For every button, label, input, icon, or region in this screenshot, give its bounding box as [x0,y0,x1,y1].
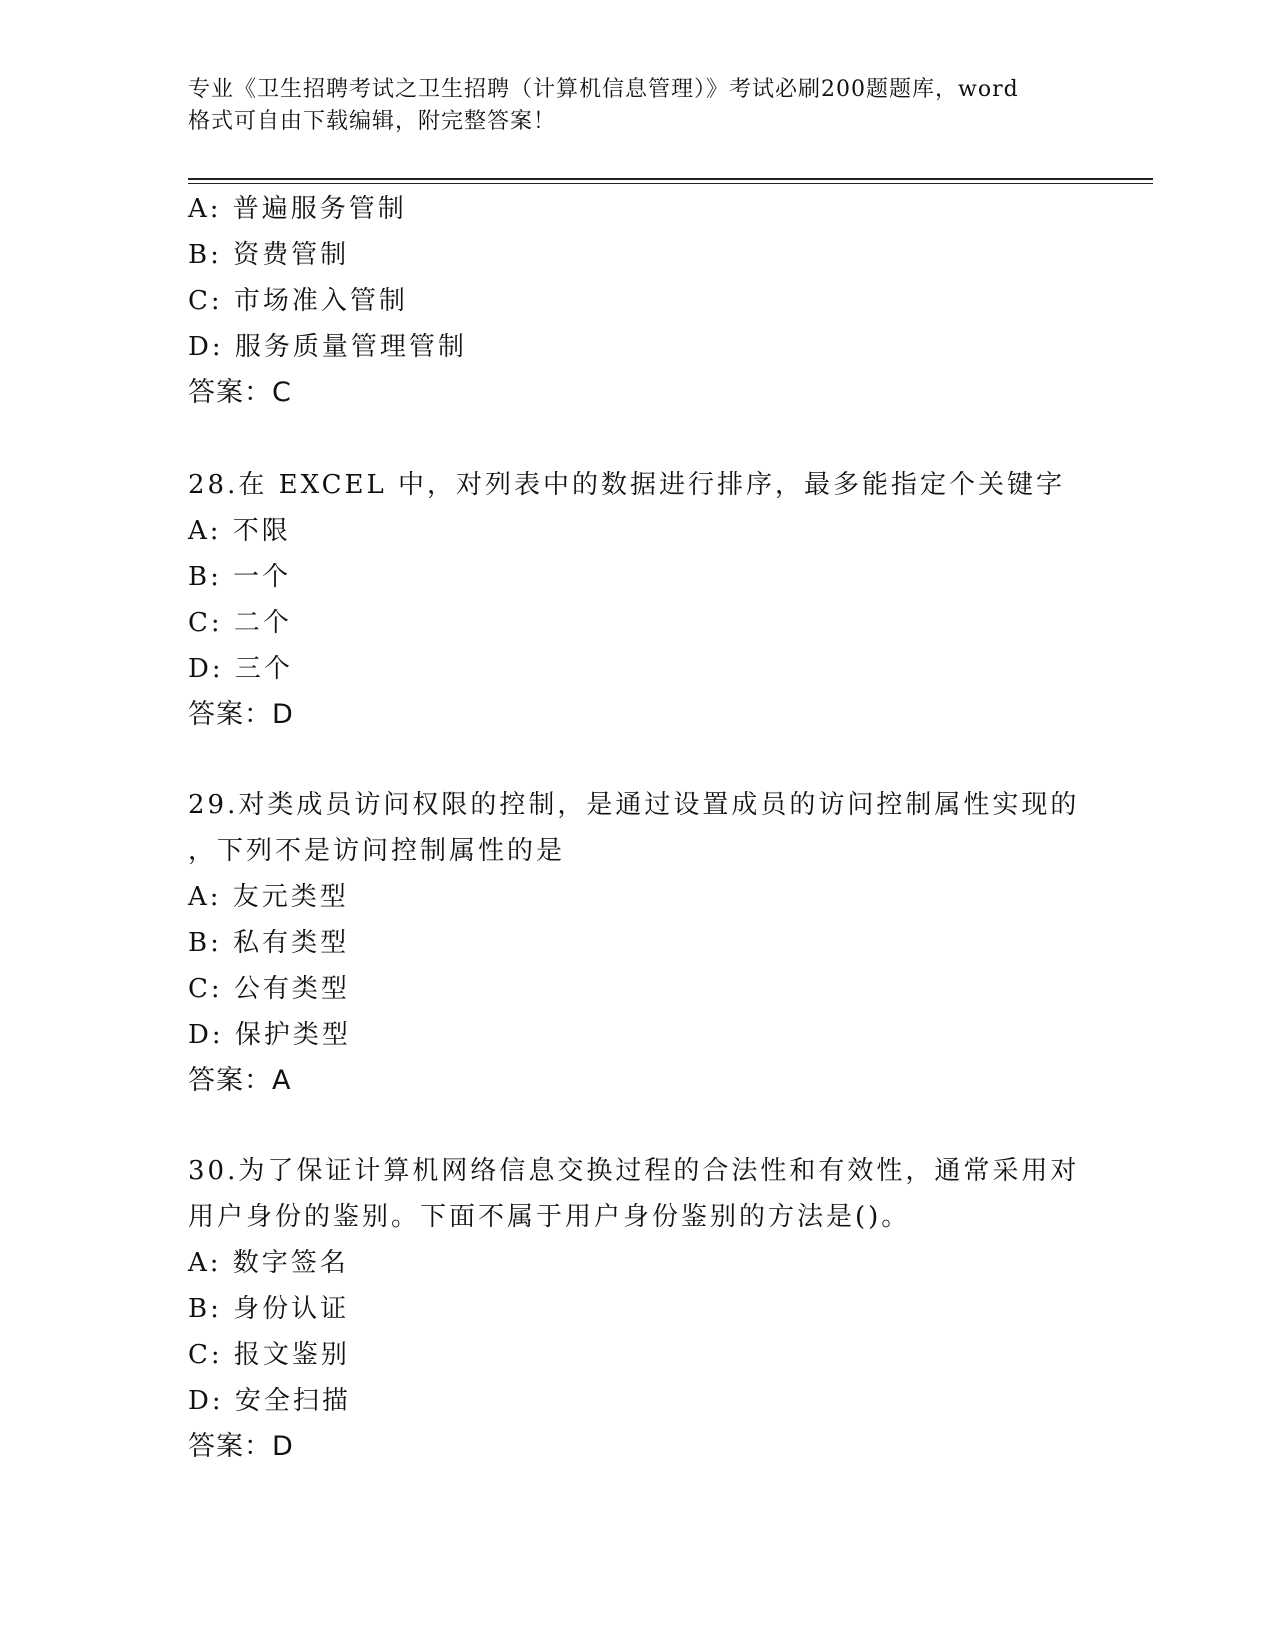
question-text-line-2: 用户身份的鉴别。下面不属于用户身份鉴别的方法是()。 [188,1202,911,1232]
header-divider-thick [188,178,1153,180]
question-28 [188,462,1088,738]
option-c: C: 市场准入管制 [188,286,408,316]
option-a: A: 不限 [188,516,291,546]
option-d: D: 保护类型 [188,1020,351,1050]
option-d: D: 安全扫描 [188,1386,351,1416]
header-title-line-1: 专业《卫生招聘考试之卫生招聘（计算机信息管理）》考试必刷200题题库，word [188,77,1019,102]
answer-line: 答案：D [188,699,294,730]
option-b: B: 身份认证 [188,1294,350,1324]
option-a: A: 普遍服务管制 [188,194,407,224]
option-a: A: 数字签名 [188,1248,349,1278]
header-title-line-2: 格式可自由下载编辑，附完整答案！ [188,109,557,134]
question-27-continued [188,186,1088,416]
question-text-line-2: ，下列不是访问控制属性的是 [188,836,566,866]
option-b: B: 资费管制 [188,240,350,270]
option-d: D: 三个 [188,654,293,684]
answer-line: 答案：C [188,377,292,408]
question-text-line-1: 30.为了保证计算机网络信息交换过程的合法性和有效性，通常采用对 [188,1156,1080,1186]
option-b: B: 私有类型 [188,928,350,958]
option-c: C: 公有类型 [188,974,350,1004]
option-b: B: 一个 [188,562,292,592]
answer-line: 答案：D [188,1431,294,1462]
question-29 [188,782,1088,1104]
question-30 [188,1148,1088,1470]
question-text-line-1: 29.对类成员访问权限的控制，是通过设置成员的访问控制属性实现的 [188,790,1080,820]
option-c: C: 报文鉴别 [188,1340,350,1370]
document-header [188,74,1088,138]
answer-line: 答案：A [188,1065,292,1096]
option-d: D: 服务质量管理管制 [188,332,467,362]
option-a: A: 友元类型 [188,882,349,912]
option-c: C: 二个 [188,608,292,638]
header-divider-thin [188,183,1153,184]
question-text: 28.在 EXCEL 中，对列表中的数据进行排序，最多能指定个关键字 [188,470,1066,500]
